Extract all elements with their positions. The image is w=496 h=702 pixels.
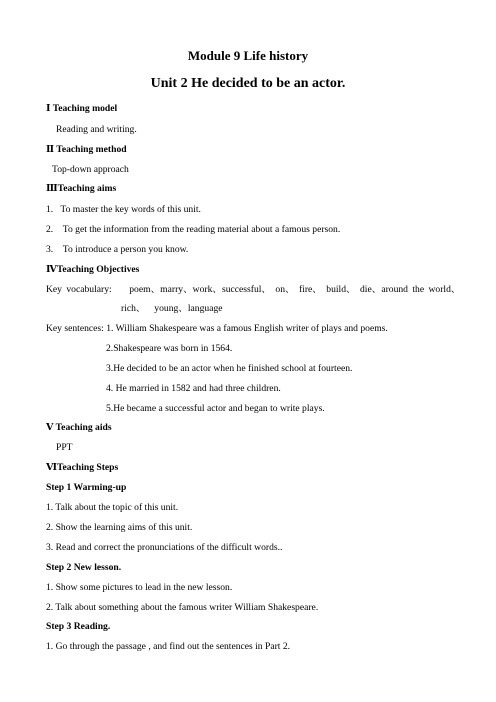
teaching-steps-heading: ⅥTeaching Steps [46,462,119,473]
key-sentence: 4. He married in 1582 and had three children. [106,383,281,394]
step-heading: Step 2 New lesson. [46,562,122,573]
teaching-aids-text: PPT [56,442,73,453]
key-sentence: 5.He became a successful actor and began to write plays. [106,403,325,414]
step-item: 1. Show some pictures to lead in the new lesson. [46,582,233,593]
step-item: 2. Talk about something about the famous writer William Shakespeare. [46,602,319,613]
teaching-objectives-heading: ⅣTeaching Objectives [46,264,140,275]
step-item: 2. Show the learning aims of this unit. [46,522,193,533]
key-vocabulary-line: Key vocabulary: poem、marry、work、successful、 on、 fire、 build、 die、around the world、 [46,284,461,295]
teaching-model-text: Reading and writing. [56,124,137,135]
step-item: 1. Go through the passage , and find out the sentences in Part 2. [46,641,291,652]
aim-item: 3. To introduce a person you know. [46,244,189,255]
key-sentence: Key sentences: 1. William Shakespeare was a famous English writer of plays and poems. [46,323,388,334]
aim-item: 2. To get the information from the reading material about a famous person. [46,224,341,235]
key-vocabulary-line: rich、 young、language [121,303,223,314]
teaching-method-text: Top-down approach [52,164,129,175]
step-item: 1. Talk about the topic of this unit. [46,502,179,513]
step-item: 3. Read and correct the pronunciations of the difficult words.. [46,542,283,553]
aim-item: 1. To master the key words of this unit. [46,204,201,215]
teaching-method-heading: Ⅱ Teaching method [46,144,127,155]
key-sentence: 2.Shakespeare was born in 1564. [106,343,233,354]
module-title: Module 9 Life history [187,48,309,63]
teaching-aids-heading: Ⅴ Teaching aids [46,422,112,433]
unit-title: Unit 2 He decided to be an actor. [150,76,346,91]
step-heading: Step 1 Warming-up [46,482,127,493]
teaching-aims-heading: ⅢTeaching aims [46,183,117,194]
key-sentence: 3.He decided to be an actor when he finished school at fourteen. [106,363,353,374]
teaching-model-heading: Ⅰ Teaching model [46,103,118,114]
step-heading: Step 3 Reading. [46,621,111,632]
